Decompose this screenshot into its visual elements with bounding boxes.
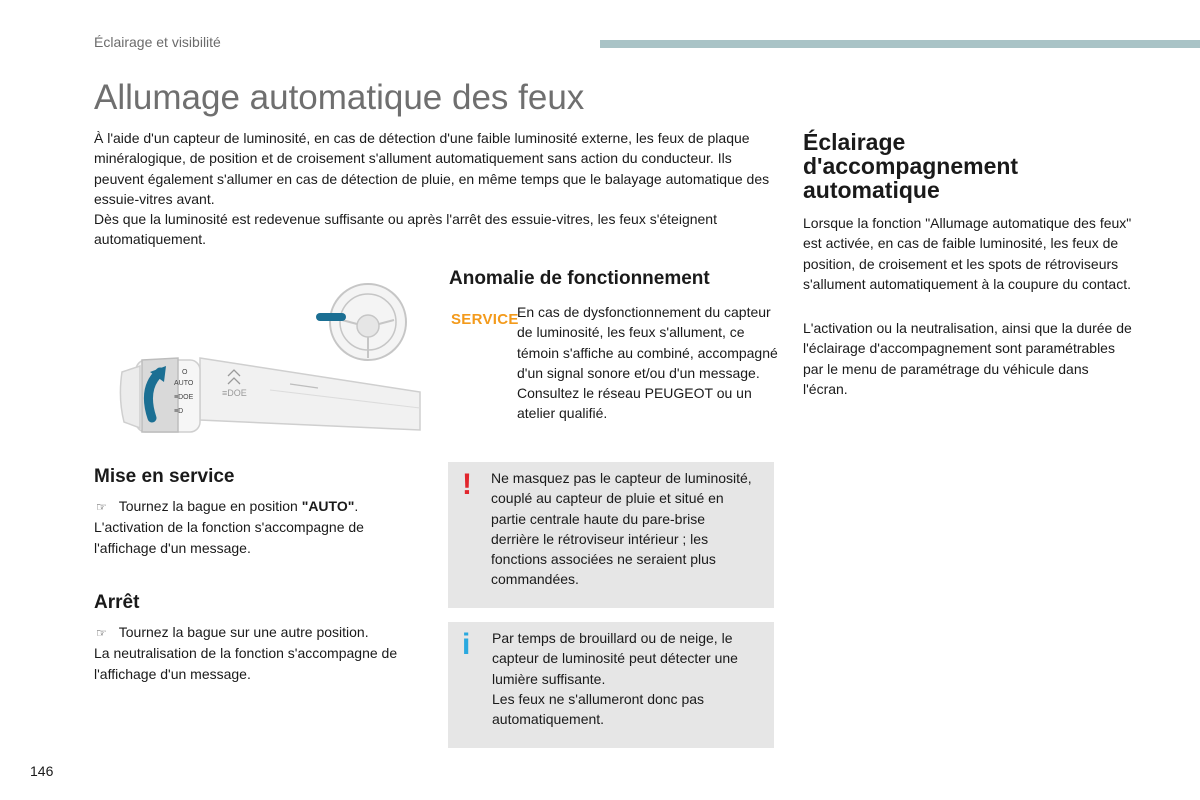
bullet-text: Tournez la bague sur une autre position. bbox=[118, 624, 369, 640]
intro-paragraph-2: Dès que la luminosité est redevenue suffisante ou après l'arrêt des essuie-vitres, les feux s'éteignent automatiquement. bbox=[94, 211, 717, 248]
stalk-front-label: ≡DOE bbox=[222, 388, 247, 398]
steering-wheel-icon bbox=[330, 284, 406, 360]
stalk-highlight-marker bbox=[316, 313, 346, 321]
arret-bullet bbox=[94, 622, 414, 643]
page-title: Allumage automatique des feux bbox=[94, 78, 585, 117]
warning-box bbox=[448, 462, 774, 608]
header-accent-bar bbox=[600, 40, 1200, 48]
info-paragraph-2: Les feux ne s'allumeront donc pas automatiquement. bbox=[492, 690, 705, 728]
pointer-icon bbox=[96, 624, 119, 640]
intro-paragraph-1: À l'aide d'un capteur de luminosité, en cas de détection d'une faible luminosité externe, les feux de plaque minéralogique, de position et de croisement s'allument automatiquement sans action du conducteur. Ils peuvent également s'allumer en cas de détection de pluie, en même temps que le balayage automatique des essuie-vitres avant. bbox=[94, 130, 770, 207]
intro-text bbox=[94, 128, 774, 250]
ring-label-off: O bbox=[182, 369, 188, 376]
arret-text: La neutralisation de la fonction s'accompagne de l'affichage d'un message. bbox=[94, 645, 398, 682]
ring-label-auto: AUTO bbox=[174, 380, 194, 387]
arret-heading: Arrêt bbox=[94, 592, 140, 613]
pointer-icon bbox=[96, 498, 119, 514]
mise-en-service-text: L'activation de la fonction s'accompagne de l'affichage d'un message. bbox=[94, 519, 364, 556]
bullet-suffix: . bbox=[354, 498, 359, 514]
anomalie-text: En cas de dysfonctionnement du capteur de luminosité, les feux s'allument, ce témoin s'affiche au combiné, accompagné d'un signal sonore et/ou d'un message. Consultez le réseau PEUGEOT ou un atelier qualifié. bbox=[517, 304, 778, 422]
mise-en-service-content bbox=[94, 496, 414, 558]
arret-content bbox=[94, 622, 414, 684]
ring-label-dipped: ≡D bbox=[174, 408, 184, 415]
info-text bbox=[492, 628, 754, 729]
mise-en-service-bullet bbox=[94, 496, 414, 517]
warning-text: Ne masquez pas le capteur de luminosité, couplé au capteur de pluie et situé en partie centrale haute du pare-brise derrière le rétroviseur intérieur ; les fonctions associées ne seraient plus commandées. bbox=[491, 470, 752, 588]
lighting-stalk-illustration bbox=[100, 280, 430, 460]
accompagnement-paragraph-1: Lorsque la fonction "Allumage automatique des feux" est activée, en cas de faible luminosité, les feux de position, de croisement et les spots de rétroviseurs s'allument automatiquement à la coupure du contact. bbox=[803, 215, 1132, 292]
warning-icon: ! bbox=[462, 468, 472, 501]
anomalie-heading: Anomalie de fonctionnement bbox=[449, 268, 710, 289]
accompagnement-heading: Éclairage d'accompagnement automatique bbox=[803, 129, 1019, 203]
section-label: Éclairage et visibilité bbox=[94, 34, 221, 50]
info-icon: i bbox=[462, 628, 471, 661]
bullet-text: Tournez la bague en position bbox=[118, 498, 302, 514]
stalk-tip bbox=[120, 366, 140, 428]
mise-en-service-heading: Mise en service bbox=[94, 466, 235, 487]
accompagnement-paragraph-2: L'activation ou la neutralisation, ainsi que la durée de l'éclairage d'accompagnement sont paramétrables par le menu de paramétrage du véhicule dans l'écran. bbox=[803, 320, 1132, 398]
info-paragraph-1: Par temps de brouillard ou de neige, le capteur de luminosité peut détecter une lumière suffisante. bbox=[492, 630, 738, 687]
accompagnement-content bbox=[803, 213, 1133, 399]
stalk-drawing bbox=[100, 280, 430, 460]
page-number: 146 bbox=[30, 763, 54, 779]
service-warning-icon: SERVICE bbox=[451, 311, 519, 328]
ring-label-position: ≡DOE bbox=[174, 394, 194, 401]
info-box bbox=[448, 622, 774, 748]
auto-keyword: "AUTO" bbox=[301, 498, 355, 514]
